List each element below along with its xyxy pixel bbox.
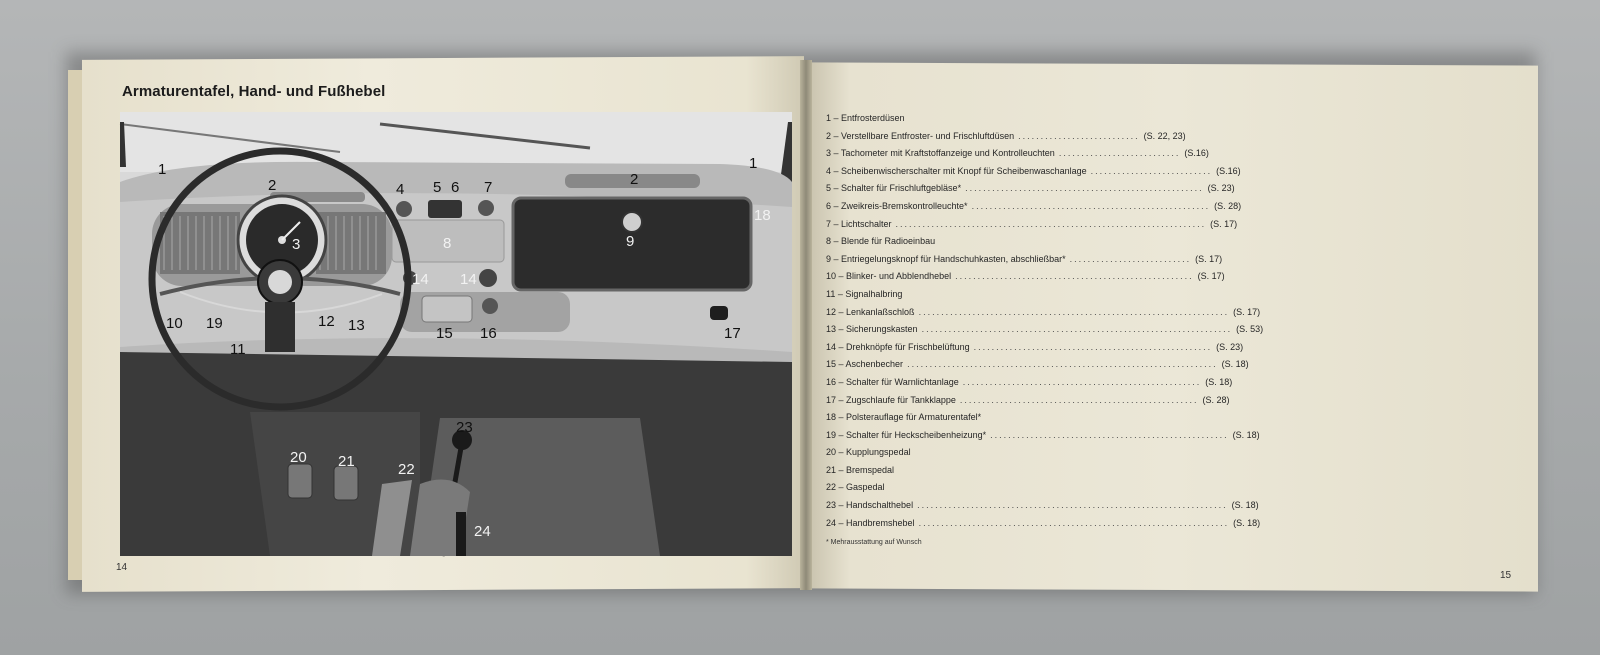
legend-item xyxy=(826,479,1156,497)
legend-item xyxy=(826,339,1244,357)
book-gutter xyxy=(800,60,812,590)
legend-item-label: 19 – Schalter für Heckscheibenheizung* xyxy=(826,429,987,440)
parts-legend xyxy=(826,110,1264,552)
legend-item-label: 13 – Sicherungskasten xyxy=(826,324,918,335)
callout-12: 12 xyxy=(318,313,335,330)
legend-item-label: 24 – Handbremshebel xyxy=(826,517,915,528)
leader-dots: ..................................................................... xyxy=(907,359,1218,370)
legend-item xyxy=(826,251,1223,269)
legend-item-page: (S. 18) xyxy=(1205,376,1233,387)
leader-dots: ..................................................... xyxy=(955,271,1194,282)
legend-item xyxy=(826,515,1261,533)
legend-item xyxy=(826,392,1230,410)
legend-item-page: (S. 53) xyxy=(1236,324,1264,335)
legend-item-label: 8 – Blende für Radioeinbau xyxy=(826,236,936,247)
legend-item-page: (S. 18) xyxy=(1231,500,1259,511)
legend-item-page: (S.16) xyxy=(1184,148,1209,159)
legend-item xyxy=(826,462,1156,480)
callout-14-right: 14 xyxy=(460,271,477,288)
callout-7: 7 xyxy=(484,179,493,196)
legend-item-label: 20 – Kupplungspedal xyxy=(826,447,911,458)
callout-6: 6 xyxy=(451,179,460,196)
leader-dots: ..................................................... xyxy=(971,200,1211,211)
callout-8: 8 xyxy=(443,235,452,252)
legend-item xyxy=(826,110,1156,128)
legend-item-page: (S. 28) xyxy=(1214,200,1242,211)
legend-item xyxy=(826,286,1156,304)
callout-21: 21 xyxy=(338,453,355,470)
callout-16: 16 xyxy=(480,325,497,342)
legend-item-label: 15 – Aschenbecher xyxy=(826,359,904,370)
legend-item xyxy=(826,163,1241,181)
leader-dots: ..................................................................... xyxy=(895,218,1207,229)
left-page-number: 14 xyxy=(116,562,128,573)
legend-item-label: 22 – Gaspedal xyxy=(826,482,885,493)
legend-item-label: 17 – Zugschlaufe für Tankklappe xyxy=(826,394,956,405)
callout-2-right: 2 xyxy=(630,171,639,188)
legend-item-page: (S. 23) xyxy=(1207,183,1235,194)
legend-item xyxy=(826,356,1249,374)
legend-item xyxy=(826,497,1259,515)
legend-item xyxy=(826,304,1261,322)
callout-13: 13 xyxy=(348,317,365,334)
legend-footnote: * Mehrausstattung auf Wunsch xyxy=(826,539,922,547)
leader-dots: ..................................................................... xyxy=(918,306,1230,317)
legend-item xyxy=(826,409,1156,427)
callout-23: 23 xyxy=(456,419,473,436)
legend-item-page: (S. 17) xyxy=(1197,271,1225,282)
leader-dots: ........................... xyxy=(1058,148,1181,159)
leader-dots: ..................................................................... xyxy=(917,500,1228,511)
dashboard-photo-drawing xyxy=(120,112,792,556)
legend-item-page: (S. 22, 23) xyxy=(1143,130,1186,141)
leader-dots: ..................................................... xyxy=(973,341,1213,352)
legend-item-page: (S. 18) xyxy=(1221,359,1249,370)
callout-14-left: 14 xyxy=(412,271,429,288)
callout-22: 22 xyxy=(398,461,415,478)
leader-dots: ........................... xyxy=(1090,165,1213,176)
legend-item-label: 1 – Entfrosterdüsen xyxy=(826,113,905,123)
legend-item xyxy=(826,233,1156,251)
legend-item-label: 23 – Handschalthebel xyxy=(826,500,914,511)
callout-1-left: 1 xyxy=(158,161,167,178)
legend-item-page: (S. 18) xyxy=(1232,429,1260,440)
callout-9: 9 xyxy=(626,233,635,250)
callout-18: 18 xyxy=(754,207,771,224)
legend-item-label: 10 – Blinker- und Abblendhebel xyxy=(826,271,952,282)
legend-item-label: 14 – Drehknöpfe für Frischbelüftung xyxy=(826,341,970,352)
callout-5: 5 xyxy=(433,179,442,196)
leader-dots: ..................................................................... xyxy=(921,324,1233,335)
legend-item xyxy=(826,145,1209,163)
legend-item-page: (S. 17) xyxy=(1210,218,1238,229)
dashboard-photo xyxy=(120,112,792,556)
legend-item-label: 7 – Lichtschalter xyxy=(826,218,892,229)
callout-10: 10 xyxy=(166,315,183,332)
legend-item xyxy=(826,444,1156,462)
legend-item-page: (S. 28) xyxy=(1202,394,1230,405)
legend-item xyxy=(826,427,1260,445)
legend-item-label: 16 – Schalter für Warnlichtanlage xyxy=(826,376,959,387)
callout-17: 17 xyxy=(724,325,741,342)
leader-dots: ..................................................... xyxy=(959,394,1199,405)
legend-item-label: 2 – Verstellbare Entfroster- und Frischluftdüsen xyxy=(826,130,1015,141)
callout-19: 19 xyxy=(206,315,223,332)
leader-dots: ..................................................... xyxy=(962,376,1202,387)
leader-dots: ..................................................... xyxy=(990,429,1229,440)
legend-item-label: 12 – Lenkanlaßschloß xyxy=(826,306,915,317)
leader-dots: ..................................................................... xyxy=(918,517,1230,528)
legend-item-label: 6 – Zweikreis-Bremskontrolleuchte* xyxy=(826,200,968,211)
callout-4: 4 xyxy=(396,181,405,198)
legend-item-label: 11 – Signalhalbring xyxy=(826,288,903,299)
leader-dots: ........................... xyxy=(1069,253,1192,264)
legend-item-label: 3 – Tachometer mit Kraftstoffanzeige und Kontrolleuchten xyxy=(826,148,1055,159)
leader-dots: ........................... xyxy=(1018,130,1140,141)
legend-item xyxy=(826,216,1238,234)
legend-item xyxy=(826,374,1233,392)
legend-item xyxy=(826,268,1225,286)
callout-20: 20 xyxy=(290,449,307,466)
legend-item-page: (S.16) xyxy=(1216,165,1241,176)
legend-item-label: 5 – Schalter für Frischluftgebläse* xyxy=(826,183,962,194)
legend-item-page: (S. 23) xyxy=(1216,341,1244,352)
page-title: Armaturentafel, Hand- und Fußhebel xyxy=(122,83,386,100)
legend-item xyxy=(826,198,1242,216)
callout-2-left: 2 xyxy=(268,177,277,194)
legend-item xyxy=(826,321,1264,339)
legend-item-page: (S. 18) xyxy=(1233,517,1261,528)
callout-11: 11 xyxy=(230,341,246,358)
callout-3: 3 xyxy=(292,236,301,253)
right-page-number: 15 xyxy=(1500,570,1512,581)
legend-item-label: 21 – Bremspedal xyxy=(826,464,895,475)
legend-item-label: 4 – Scheibenwischerschalter mit Knopf für Scheibenwaschanlage xyxy=(826,165,1087,176)
callout-24: 24 xyxy=(474,523,491,540)
legend-item-page: (S. 17) xyxy=(1195,253,1223,264)
legend-item xyxy=(826,128,1186,146)
legend-item xyxy=(826,180,1235,198)
callout-15: 15 xyxy=(436,325,453,342)
legend-item-label: 9 – Entriegelungsknopf für Handschuhkasten, abschließbar* xyxy=(826,253,1066,264)
legend-item-page: (S. 17) xyxy=(1233,306,1261,317)
callout-1-right: 1 xyxy=(749,155,758,172)
leader-dots: ..................................................... xyxy=(965,183,1204,194)
legend-item-label: 18 – Polsterauflage für Armaturentafel* xyxy=(826,412,982,423)
